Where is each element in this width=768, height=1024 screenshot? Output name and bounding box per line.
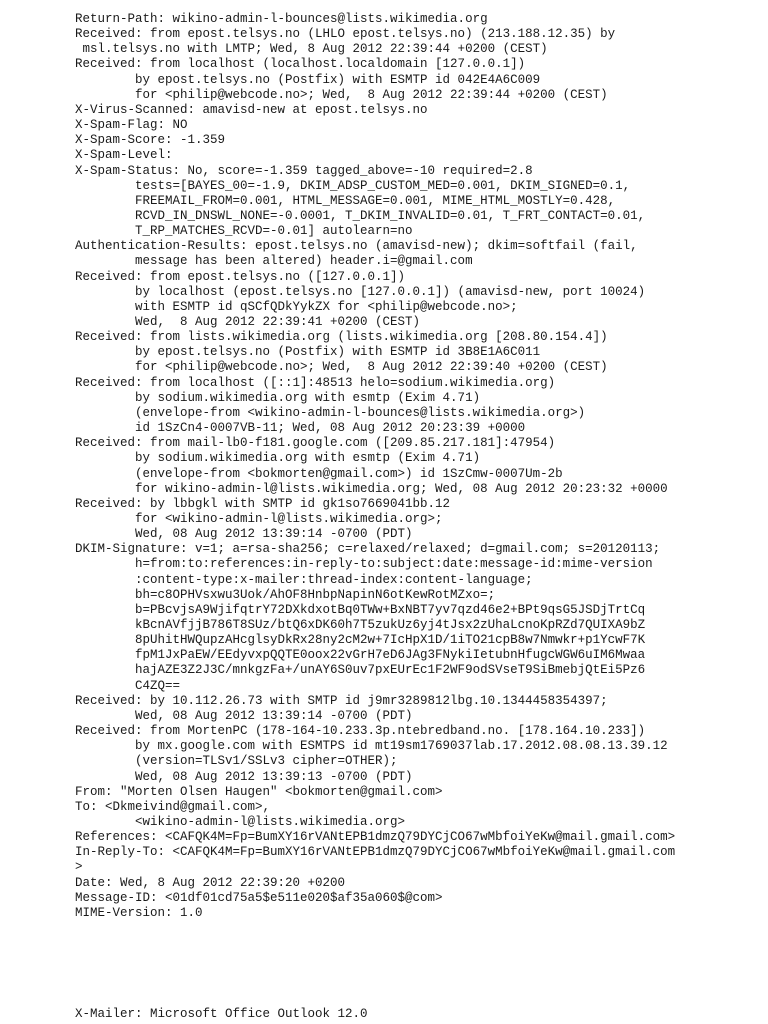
header-line: (version=TLSv1/SSLv3 cipher=OTHER); [75,754,398,769]
header-line: fpM1JxPaEW/EEdyvxpQQTE0oox22vGrH7eD6JAg3FNykiIetubnHfugcWGW6uIM6Mwaa [75,648,646,663]
header-line: References: <CAFQK4M=Fp=BumXY16rVANtEPB1dmzQ79DYCjCO67wMbfoiYeKw@mail.gmail.com> [75,830,676,845]
header-line: T_RP_MATCHES_RCVD=-0.01] autolearn=no [75,224,413,239]
header-line: To: <Dkmeivind@gmail.com>, [75,799,271,814]
header-line: DKIM-Signature: v=1; a=rsa-sha256; c=relaxed/relaxed; d=gmail.com; s=20120113; [75,542,661,557]
header-line: Received: from lists.wikimedia.org (lists.wikimedia.org [208.80.154.4]) [75,330,608,345]
header-line: with ESMTP id qSCfQDkYykZX for <philip@webcode.no>; [75,299,518,314]
header-line: Wed, 08 Aug 2012 13:39:14 -0700 (PDT) [75,708,413,723]
header-line: Date: Wed, 8 Aug 2012 22:39:20 +0200 [75,875,346,890]
header-line: for <philip@webcode.no>; Wed, 8 Aug 2012 22:39:40 +0200 (CEST) [75,360,608,375]
header-line: Received: by 10.112.26.73 with SMTP id j9mr3289812lbg.10.1344458354397; [75,693,608,708]
header-line: X-Spam-Score: -1.359 [75,133,226,148]
header-line: by epost.telsys.no (Postfix) with ESMTP id 3B8E1A6C011 [75,345,541,360]
header-line: for wikino-admin-l@lists.wikimedia.org; Wed, 08 Aug 2012 20:23:32 +0000 [75,481,668,496]
header-line: > [75,860,83,875]
header-line: hajAZE3Z2J3C/mnkgzFa+/unAY6S0uv7pxEUrEc1F2WF9odSVseT9SiBmebjQtEi5Pz6 [75,663,646,678]
header-line: h=from:to:references:in-reply-to:subject:date:message-id:mime-version [75,557,653,572]
header-line: (envelope-from <bokmorten@gmail.com>) id 1SzCmw-0007Um-2b [75,466,563,481]
header-line: RCVD_IN_DNSWL_NONE=-0.0001, T_DKIM_INVALID=0.01, T_FRT_CONTACT=0.01, [75,208,646,223]
header-line: C4ZQ== [75,678,181,693]
header-line: X-Spam-Level: [75,148,173,163]
header-line: X-Spam-Flag: NO [75,118,188,133]
header-line: Received: from MortenPC (178-164-10.233.3p.ntebredband.no. [178.164.10.233]) [75,724,646,739]
header-line: Wed, 08 Aug 2012 13:39:13 -0700 (PDT) [75,769,413,784]
header-line: message has been altered) header.i=@gmail.com [75,254,473,269]
header-line: :content-type:x-mailer:thread-index:content-language; [75,572,533,587]
header-line: by sodium.wikimedia.org with esmtp (Exim 4.71) [75,390,481,405]
header-line: Wed, 8 Aug 2012 22:39:41 +0200 (CEST) [75,315,421,329]
header-line: (envelope-from <wikino-admin-l-bounces@lists.wikimedia.org>) [75,405,586,420]
header-line: by sodium.wikimedia.org with esmtp (Exim 4.71) [75,451,481,466]
header-line: kBcnAVfjjB786T8SUz/btQ6xDK60h7T5zukUz6yj4tJsx2zUhaLcnoKpRZd7QUIXA9bZ [75,618,646,632]
header-line: Received: from localhost ([::1]:48513 helo=sodium.wikimedia.org) [75,375,556,390]
header-line: by localhost (epost.telsys.no [127.0.0.1]) (amavisd-new, port 10024) [75,284,646,299]
header-line: Received: from epost.telsys.no ([127.0.0.1]) [75,269,406,284]
header-line: b=PBcvjsA9WjifqtrY72DXkdxotBq0TWw+BxNBT7yv7qzd46e2+BPt9qsG5JSDjTrtCq [75,602,646,617]
header-line: MIME-Version: 1.0 [75,905,203,920]
header-line: id 1SzCn4-0007VB-11; Wed, 08 Aug 2012 20:23:39 +0000 [75,421,526,436]
x-mailer-line: X-Mailer: Microsoft Office Outlook 12.0 [75,1007,368,1021]
header-line: Wed, 08 Aug 2012 13:39:14 -0700 (PDT) [75,527,413,542]
header-line: for <wikino-admin-l@lists.wikimedia.org>; [75,511,443,526]
header-line: From: "Morten Olsen Haugen" <bokmorten@gmail.com> [75,784,443,799]
header-line: Received: by lbbgkl with SMTP id gk1so7669041bb.12 [75,496,451,511]
header-line: for <philip@webcode.no>; Wed, 8 Aug 2012 22:39:44 +0200 (CEST) [75,87,608,102]
header-line: by mx.google.com with ESMTPS id mt19sm1769037lab.17.2012.08.08.13.39.12 [75,739,668,754]
header-line: 8pUhitHWQupzAHcglsyDkRx28ny2cM2w+7IcHpX1D/1iTO21cpB8w7Nmwkr+p1YcwF7K [75,633,646,648]
header-line: Received: from localhost (localhost.localdomain [127.0.0.1]) [75,57,526,72]
header-line: Authentication-Results: epost.telsys.no (amavisd-new); dkim=softfail (fail, [75,239,638,254]
header-line: Return-Path: wikino-admin-l-bounces@lists.wikimedia.org [75,12,488,26]
header-line: Message-ID: <01df01cd75a5$e511e020$af35a060$@com> [75,890,443,905]
header-line: Received: from epost.telsys.no (LHLO epost.telsys.no) (213.188.12.35) by [75,27,616,42]
header-line: In-Reply-To: <CAFQK4M=Fp=BumXY16rVANtEPB1dmzQ79DYCjCO67wMbfoiYeKw@mail.gmail.com [75,845,676,860]
header-line: X-Spam-Status: No, score=-1.359 tagged_above=-10 required=2.8 [75,163,533,178]
header-line: Received: from mail-lb0-f181.google.com ([209.85.217.181]:47954) [75,436,556,451]
header-line: by epost.telsys.no (Postfix) with ESMTP id 042E4A6C009 [75,72,541,87]
header-line: msl.telsys.no with LMTP; Wed, 8 Aug 2012 22:39:44 +0200 (CEST) [75,42,548,57]
header-line: bh=c8OPHVsxwu3Uok/AhOF8HnbpNapinN6otKewRotMZxo=; [75,587,496,602]
header-line: X-Virus-Scanned: amavisd-new at epost.telsys.no [75,102,428,117]
header-line: FREEMAIL_FROM=0.001, HTML_MESSAGE=0.001, MIME_HTML_MOSTLY=0.428, [75,193,616,208]
header-line: tests=[BAYES_00=-1.9, DKIM_ADSP_CUSTOM_MED=0.001, DKIM_SIGNED=0.1, [75,178,631,193]
header-line: <wikino-admin-l@lists.wikimedia.org> [75,814,406,829]
